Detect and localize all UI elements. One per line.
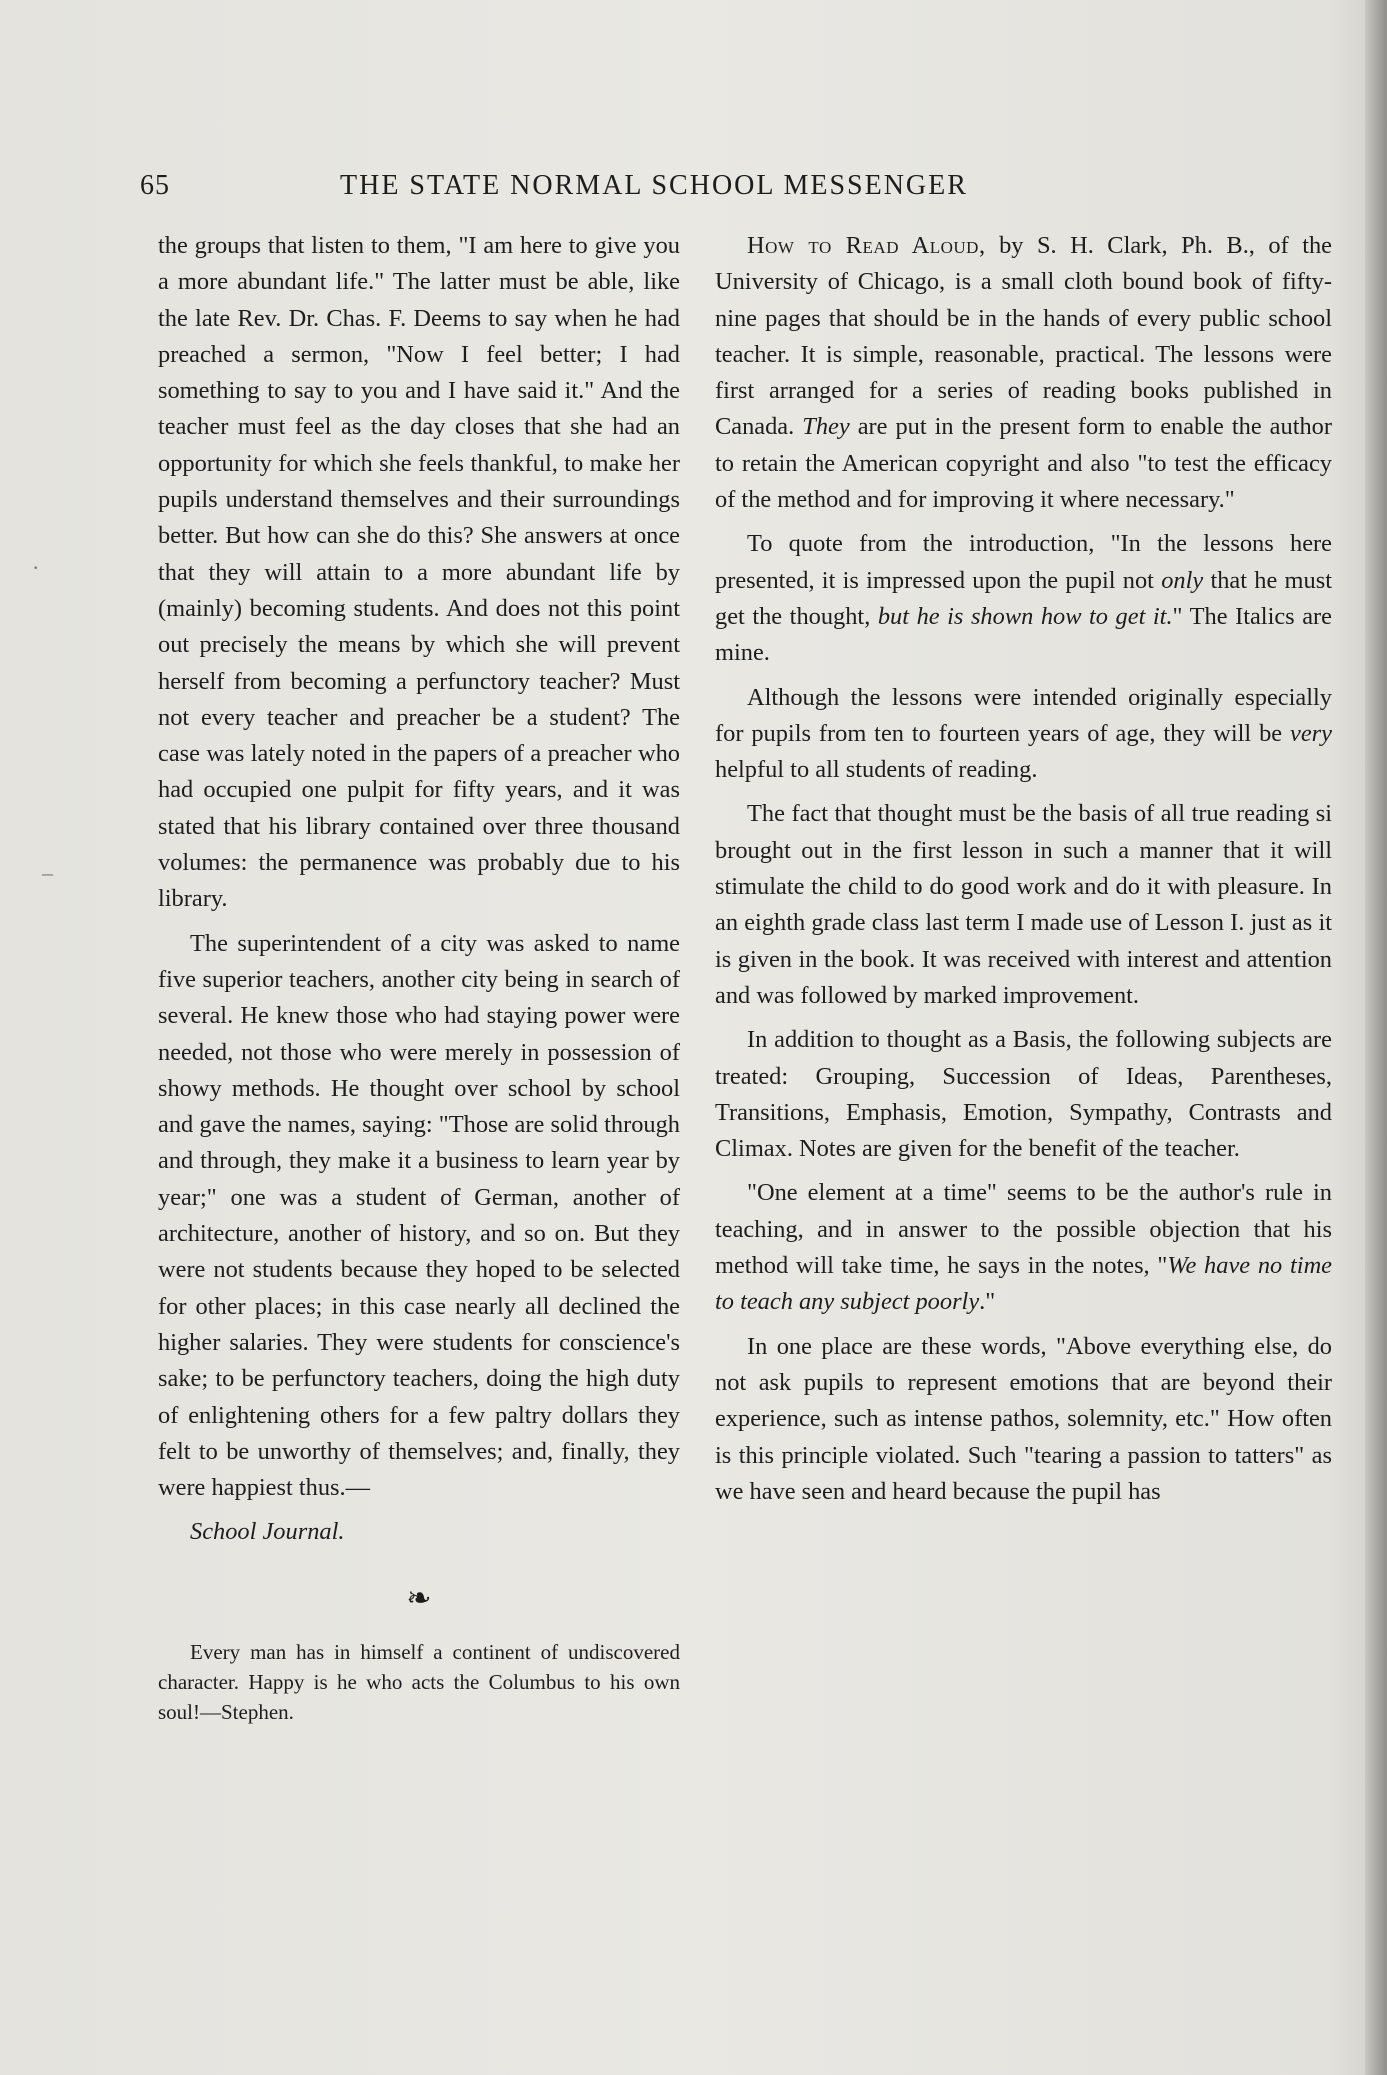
italic-run: They bbox=[802, 413, 850, 441]
text-run: To quote from the introduction, "In the lessons here presented, it is impressed upon the pupil not bbox=[715, 530, 1332, 594]
paragraph bbox=[715, 526, 1332, 671]
paragraph: The superintendent of a city was asked to name five superior teachers, another city being in search of several. He knew those who had staying power were needed, not those who were merely in possession of showy methods. He thought over school by school and gave the names, saying: "Those are solid through and through, they make it a business to learn year by year;" one was a student of German, another of architecture, another of history, and so on. But they were not students because they hoped to be selected for other places; in this case nearly all declined the higher salaries. They were students for conscience's sake; to be perfunctory teachers, doing the high duty of enlightening others for a few paltry dollars they felt to be unworthy of themselves; and, finally, they were happiest thus.— bbox=[158, 929, 680, 1502]
book-title: How to Read Aloud, bbox=[747, 232, 986, 259]
text-run: " The Italics are mine. bbox=[715, 602, 1332, 667]
text-run: ." bbox=[979, 1288, 996, 1316]
italic-run: We have no time to teach any subject poorly bbox=[715, 1252, 1333, 1316]
paragraph: The fact that thought must be the basis of all true reading si brought out in the first lesson in such a manner that it will stimulate the child to do good work and do it with pleasure. In an eighth grade class last term I made use of Lesson I. just as it is given in the book. It was received with interest and attention and was followed by marked improvement. bbox=[715, 800, 1332, 1009]
paragraph bbox=[715, 1175, 1332, 1320]
right-column bbox=[715, 228, 1332, 1510]
italic-run: only bbox=[1161, 566, 1204, 594]
margin-mark: · bbox=[32, 555, 40, 580]
page-edge-shadow bbox=[1365, 0, 1387, 2075]
ornament-icon: ❧ bbox=[406, 1581, 432, 1615]
italic-run: but he is shown how to get it. bbox=[877, 602, 1173, 630]
left-column bbox=[158, 228, 680, 1727]
text-run: "One element at a time" seems to be the author's rule in teaching, and in answer to the possible objection that his method will take time, he says in the notes, " bbox=[715, 1179, 1332, 1280]
margin-mark: – bbox=[42, 860, 53, 885]
source-citation: School Journal. bbox=[190, 1518, 345, 1546]
text-run: helpful to all students of reading. bbox=[715, 756, 1038, 784]
page-header bbox=[140, 170, 1320, 210]
text-run: are put in the present form to enable the author to retain the American copyright and also "to test the efficacy of the method and for improving it where necessary." bbox=[715, 413, 1332, 514]
quote: Every man has in himself a continent of undiscovered character. Happy is he who acts the Columbus to his own soul!—Stephen. bbox=[158, 1639, 680, 1724]
paragraph: In one place are these words, "Above everything else, do not ask pupils to represent emotions that are beyond their experience, such as intense pathos, solemnity, etc." How often is this principle violated. Such "tearing a passion to tatters" as we have seen and heard because the pupil has bbox=[715, 1332, 1332, 1505]
paragraph: the groups that listen to them, "I am here to give you a more abundant life." The latter must be able, like the late Rev. Dr. Chas. F. Deems to say when he had preached a sermon, "Now I feel better; I had something to say to you and I have said it." And the teacher must feel as the day closes that she had an opportunity for which she feels thankful, to make her pupils understand themselves and their surroundings better. But how can she do this? She answers at once that they will attain to a more abundant life by (mainly) becoming students. And does not this point out precisely the means by which she will prevent herself from becoming a perfunctory teacher? Must not every teacher and preacher be a student? The case was lately noted in the papers of a preacher who had occupied one pulpit for fifty years, and it was stated that his library contained over three thousand volumes: the permanence was probably due to his library. bbox=[158, 232, 680, 913]
paragraph bbox=[715, 680, 1332, 789]
text-run: that he must get the thought, bbox=[715, 566, 1332, 630]
text-run: by S. H. Clark, Ph. B., of the University of Chicago, is a small cloth bound book of fifty-nine pages that should be in the hands of every public school teacher. It is simple, reasonable, practical. The lessons were first arranged for a series of reading books published in Canada. bbox=[715, 232, 1332, 441]
text-run: Although the lessons were intended originally especially for pupils from ten to fourteen years of age, they will be bbox=[715, 683, 1332, 747]
page-number: 65 bbox=[140, 170, 170, 201]
paragraph: In addition to thought as a Basis, the following subjects are treated: Grouping, Succession of Ideas, Parentheses, Transitions, Emphasis, Emotion, Sympathy, Contrasts and Climax. Notes are given for the benefit of the teacher. bbox=[715, 1026, 1332, 1163]
paragraph bbox=[715, 228, 1332, 518]
italic-run: very bbox=[1290, 719, 1332, 747]
running-title: THE STATE NORMAL SCHOOL MESSENGER bbox=[340, 170, 968, 201]
